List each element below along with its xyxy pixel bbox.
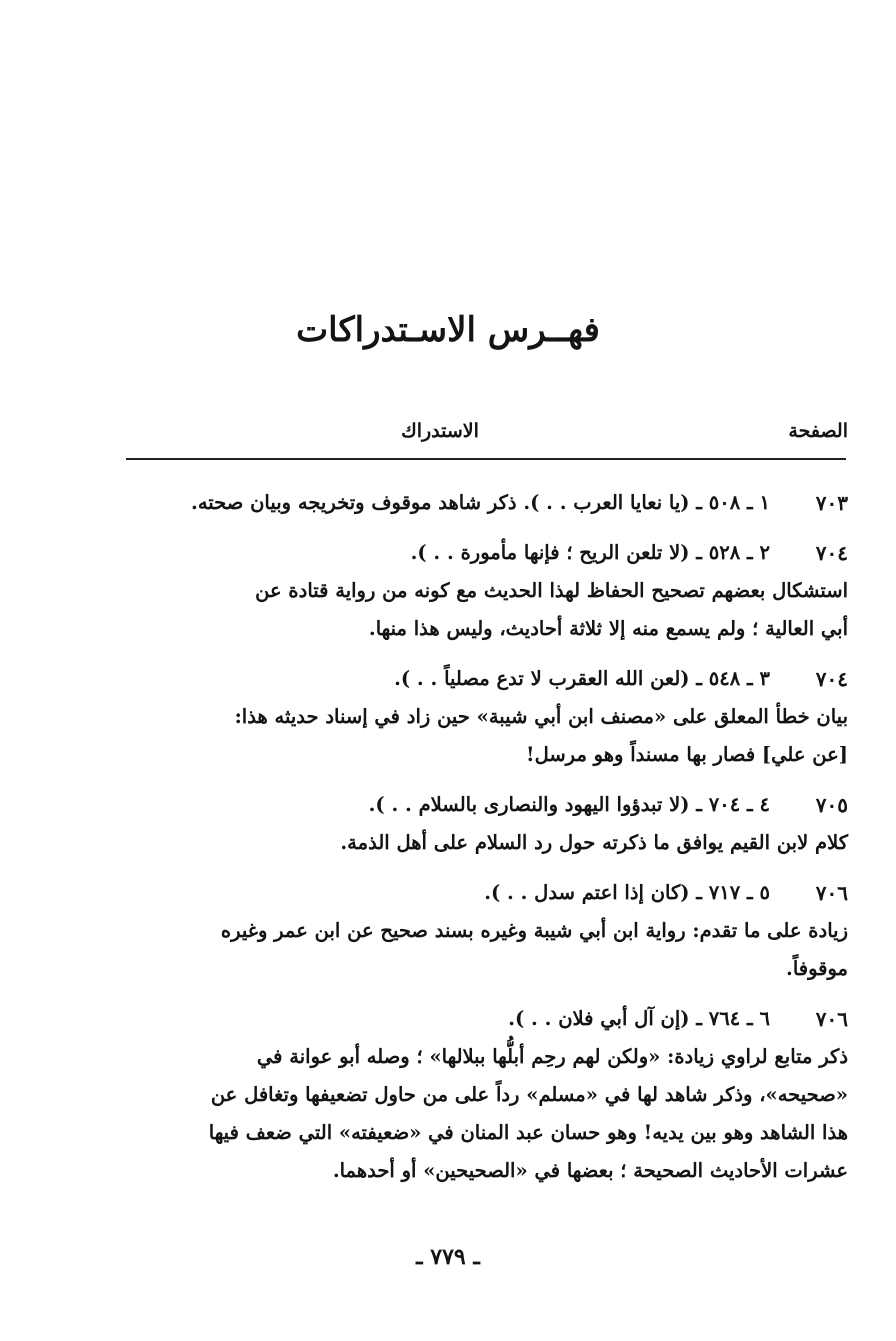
entry-text-line: موقوفاً.: [786, 957, 848, 980]
entry-text-line: «صحيحه»، وذكر شاهد لها في «مسلم» رداً على من حاول تضعيفها وتغافل عن: [210, 1083, 848, 1106]
list-item: [108, 1000, 848, 1190]
header-divider: [126, 458, 846, 460]
list-item: [108, 534, 848, 648]
entry-page-number: ٧٠٦: [815, 1007, 848, 1031]
entry-heading: ٦ ـ ٧٦٤ ـ (إن آل أبي فلان . . ).: [508, 1007, 770, 1030]
entry-text-line: ذكر متابع لراوي زيادة: «ولكن لهم رحِم أبلُّها ببلالها» ؛ وصله أبو عوانة في: [256, 1045, 848, 1068]
entry-text-line: كلام لابن القيم يوافق ما ذكرته حول رد السلام على أهل الذمة.: [340, 831, 848, 854]
page-number: ـ ٧٧٩ ـ: [416, 1244, 480, 1270]
list-item: [108, 874, 848, 988]
entry-heading: ٥ ـ ٧١٧ ـ (كان إذا اعتم سدل . . ).: [484, 881, 770, 904]
list-item: [108, 786, 848, 862]
entry-heading: ٤ ـ ٧٠٤ ـ (لا تبدؤوا اليهود والنصارى بالسلام . . ).: [368, 793, 770, 816]
column-header-page: الصفحة: [788, 420, 848, 442]
list-item: [108, 484, 848, 522]
entry-text-line: استشكال بعضهم تصحيح الحفاظ لهذا الحديث مع كونه من رواية قتادة عن: [255, 579, 848, 602]
column-header-entry: الاستدراك: [401, 420, 479, 442]
entry-text-line: زيادة على ما تقدم: رواية ابن أبي شيبة وغيره بسند صحيح عن ابن عمر وغيره: [220, 919, 848, 942]
entry-page-number: ٧٠٦: [815, 881, 848, 905]
page-title: فهــرس الاسـتدراكات: [296, 310, 600, 350]
list-item: [108, 660, 848, 774]
entry-page-number: ٧٠٣: [815, 491, 848, 515]
entry-heading: ٢ ـ ٥٢٨ ـ (لا تلعن الريح ؛ فإنها مأمورة . . ).: [410, 541, 770, 564]
entry-page-number: ٧٠٤: [815, 541, 848, 565]
entry-text-line: أبي العالية ؛ ولم يسمع منه إلا ثلاثة أحاديث، وليس هذا منها.: [368, 617, 848, 640]
entry-text-line: هذا الشاهد وهو بين يديه! وهو حسان عبد المنان في «ضعيفته» التي ضعف فيها: [208, 1121, 848, 1144]
entry-text-line: بيان خطأ المعلق على «مصنف ابن أبي شيبة» حين زاد في إسناد حديثه هذا:: [234, 705, 848, 728]
entry-text-line: [عن علي] فصار بها مسنداً وهو مرسل!: [526, 743, 848, 766]
entry-text-line: عشرات الأحاديث الصحيحة ؛ بعضها في «الصحيحين» أو أحدهما.: [332, 1159, 848, 1182]
entries-list: [108, 484, 848, 1202]
entry-heading: ٣ ـ ٥٤٨ ـ (لعن الله العقرب لا تدع مصلياً . . ).: [394, 667, 770, 690]
entry-heading: ١ ـ ٥٠٨ ـ (يا نعايا العرب . . ). ذكر شاهد موقوف وتخريجه وبيان صحته.: [191, 491, 770, 514]
entry-page-number: ٧٠٥: [815, 793, 848, 817]
entry-page-number: ٧٠٤: [815, 667, 848, 691]
